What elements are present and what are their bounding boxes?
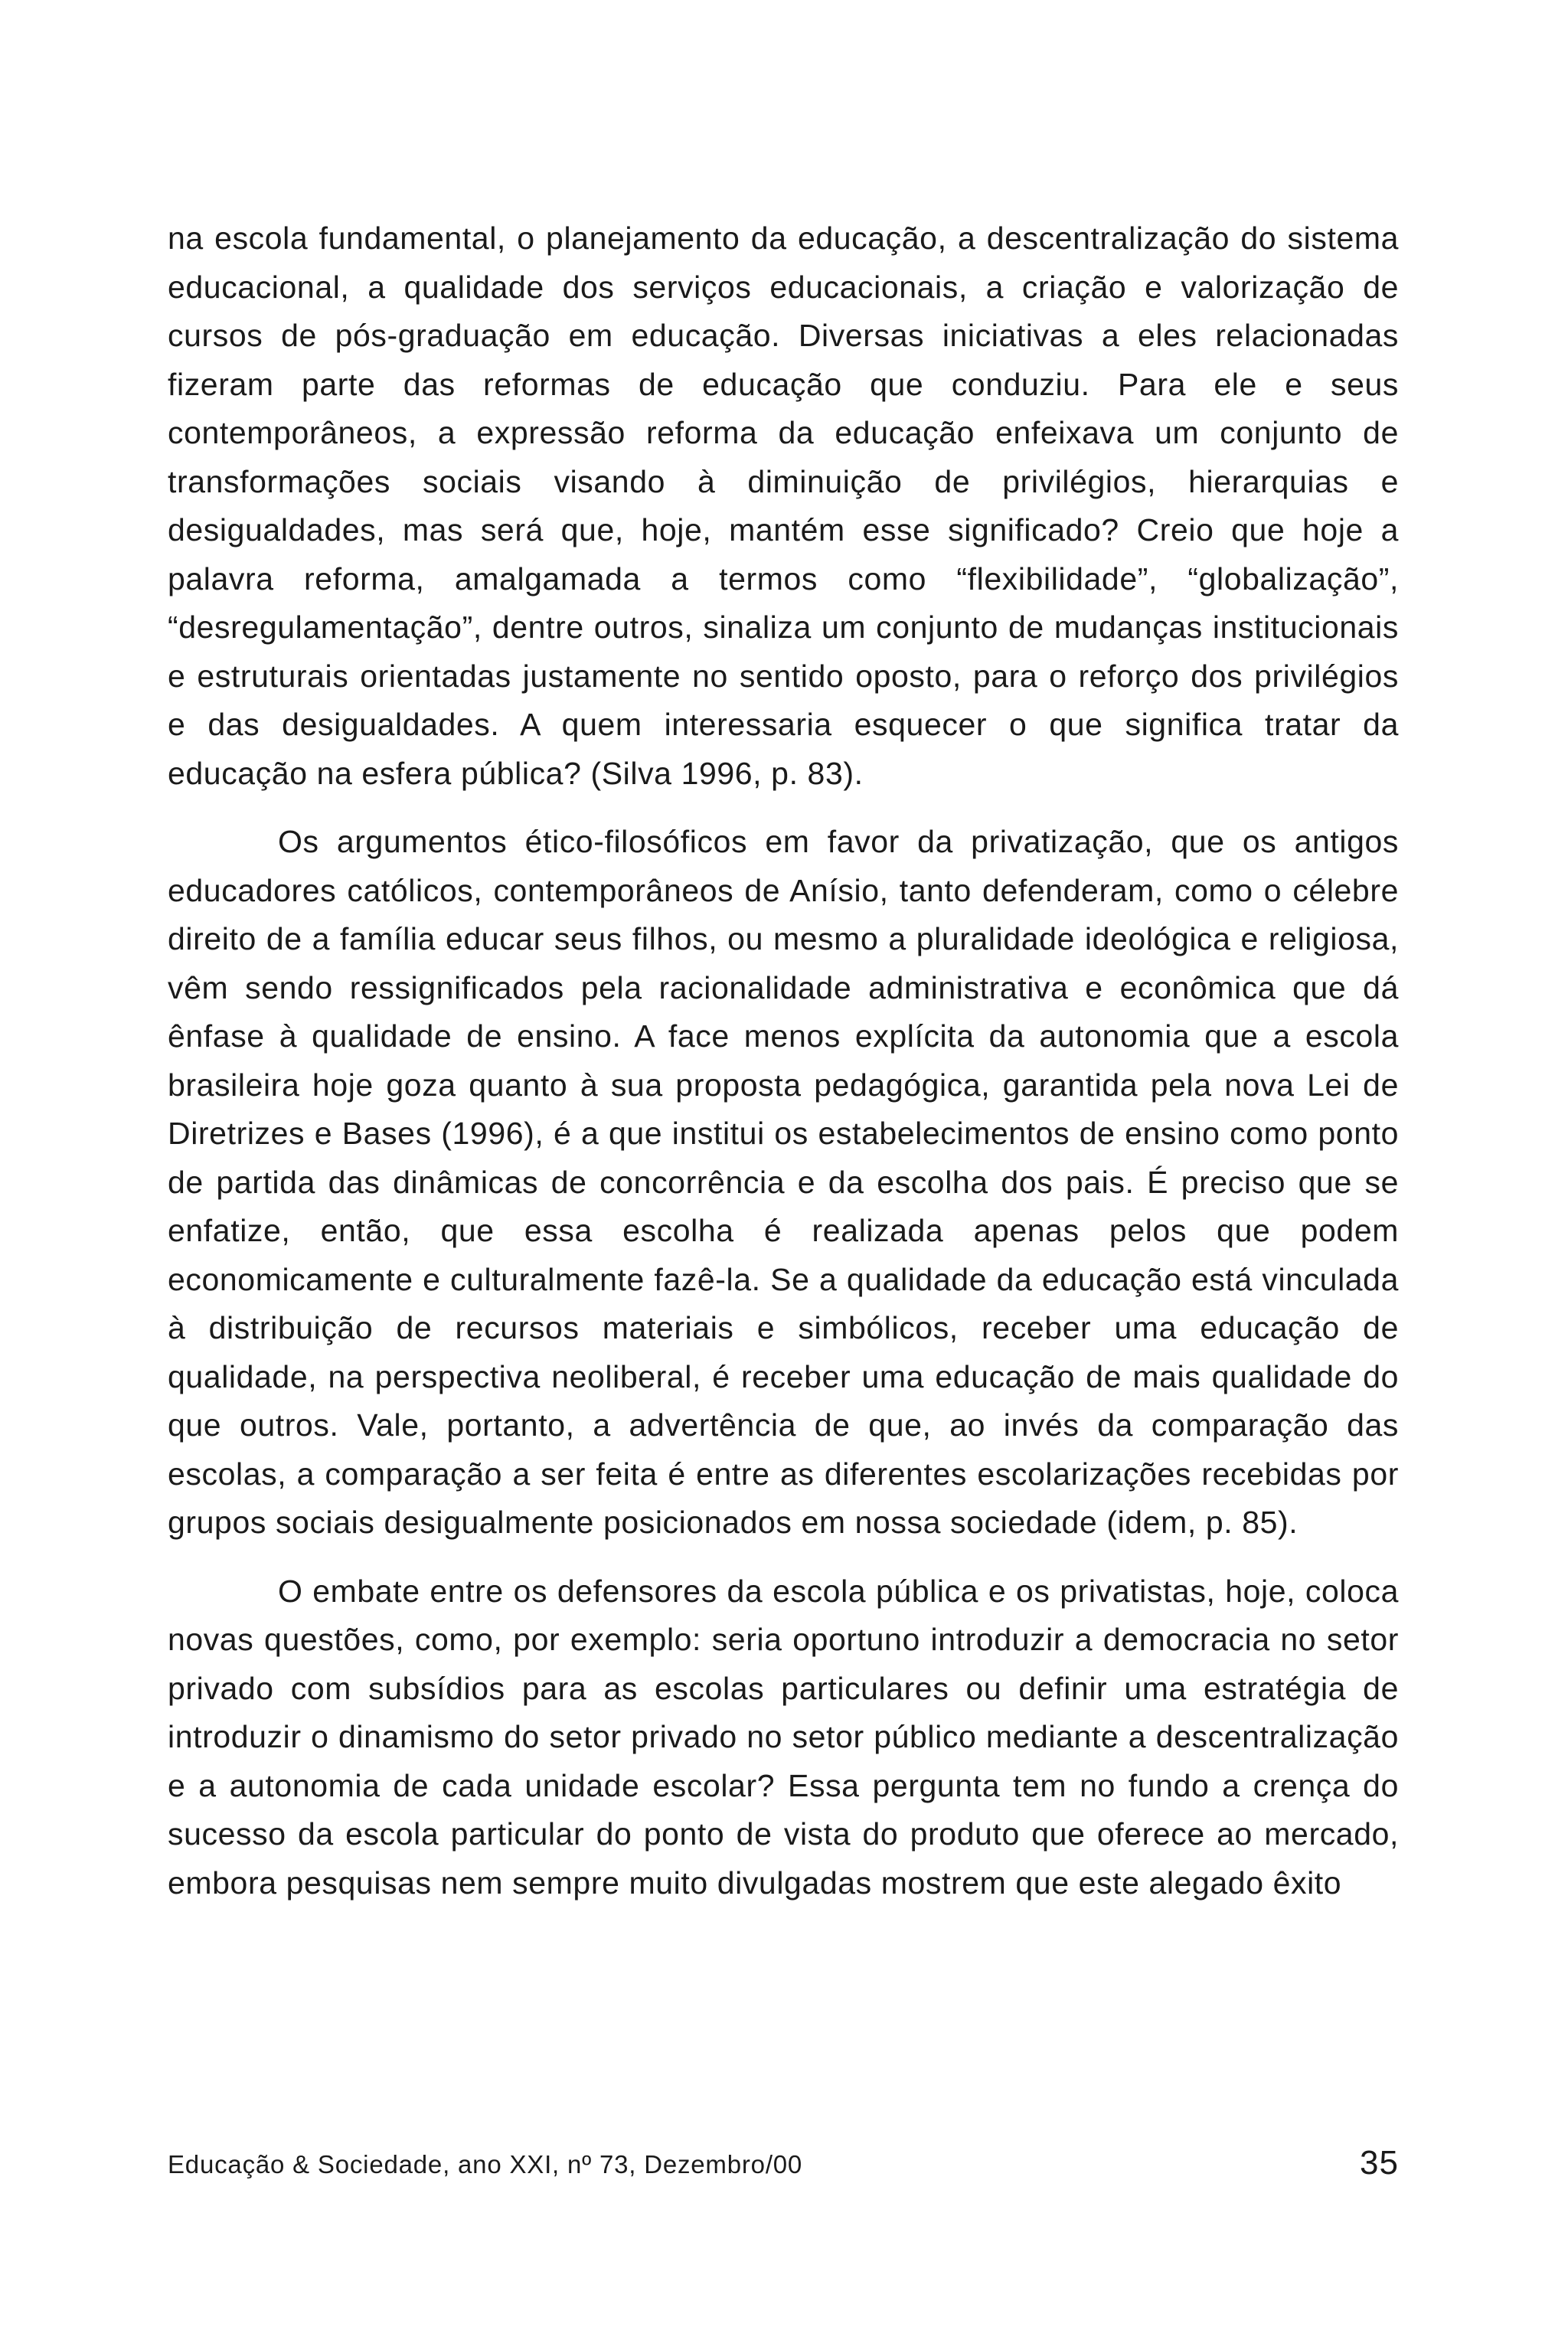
page-number: 35 xyxy=(1360,2144,1399,2182)
paragraph-3: O embate entre os defensores da escola pública e os privatistas, hoje, coloca novas questões, como, por exemplo: seria oportuno introduzir a democracia no setor privado com subsídios para as escolas particulares ou definir uma estratégia de introduzir o dinamismo do setor privado no setor público mediante a descentralização e a autonomia de cada unidade escolar? Essa pergunta tem no fundo a crença do sucesso da escola particular do ponto de vista do produto que oferece ao mercado, embora pesquisas nem sempre muito divulgadas mostrem que este alegado êxito xyxy=(168,1573,1399,1901)
journal-citation: Educação & Sociedade, ano XXI, nº 73, Dezembro/00 xyxy=(168,2150,803,2178)
page-body xyxy=(168,214,1399,1927)
page-footer xyxy=(168,2144,1399,2190)
paragraph-2: Os argumentos ético-filosóficos em favor da privatização, que os antigos educadores católicos, contemporâneos de Anísio, tanto defenderam, como o célebre direito de a família educar seus filhos, ou mesmo a pluralidade ideológica e religiosa, vêm sendo ressignificados pela racionalidade administrativa e econômica que dá ênfase à qualidade de ensino. A face menos explícita da autonomia que a escola brasileira hoje goza quanto à sua proposta pedagógica, garantida pela nova Lei de Diretrizes e Bases (1996), é a que institui os estabelecimentos de ensino como ponto de partida das dinâmicas de concorrência e da escolha dos pais. É preciso que se enfatize, então, que essa escolha é realizada apenas pelos que podem economicamente e culturalmente fazê-la. Se a qualidade da educação está vinculada à distribuição de recursos materiais e simbólicos, receber uma educação de qualidade, na perspectiva neoliberal, é receber uma educação de mais qualidade do que outros. Vale, portanto, a advertência de que, ao invés da comparação das escolas, a comparação a ser feita é entre as diferentes escolarizações recebidas por grupos sociais desigualmente posicionados em nossa sociedade (idem, p. 85). xyxy=(168,824,1399,1540)
paragraph-1: na escola fundamental, o planejamento da educação, a descentralização do sistema educacional, a qualidade dos serviços educacionais, a criação e valorização de cursos de pós-graduação em educação. Diversas iniciativas a eles relacionadas fizeram parte das reformas de educação que conduziu. Para ele e seus contemporâneos, a expressão reforma da educação enfeixava um conjunto de transformações sociais visando à diminuição de privilégios, hierarquias e desigualdades, mas será que, hoje, mantém esse significado? Creio que hoje a palavra reforma, amalgamada a termos como “flexibilidade”, “globalização”, “desregulamentação”, dentre outros, sinaliza um conjunto de mudanças institucionais e estruturais orientadas justamente no sentido oposto, para o reforço dos privilégios e das desigualdades. A quem interessaria esquecer o que significa tratar da educação na esfera pública? (Silva 1996, p. 83). xyxy=(168,221,1399,791)
